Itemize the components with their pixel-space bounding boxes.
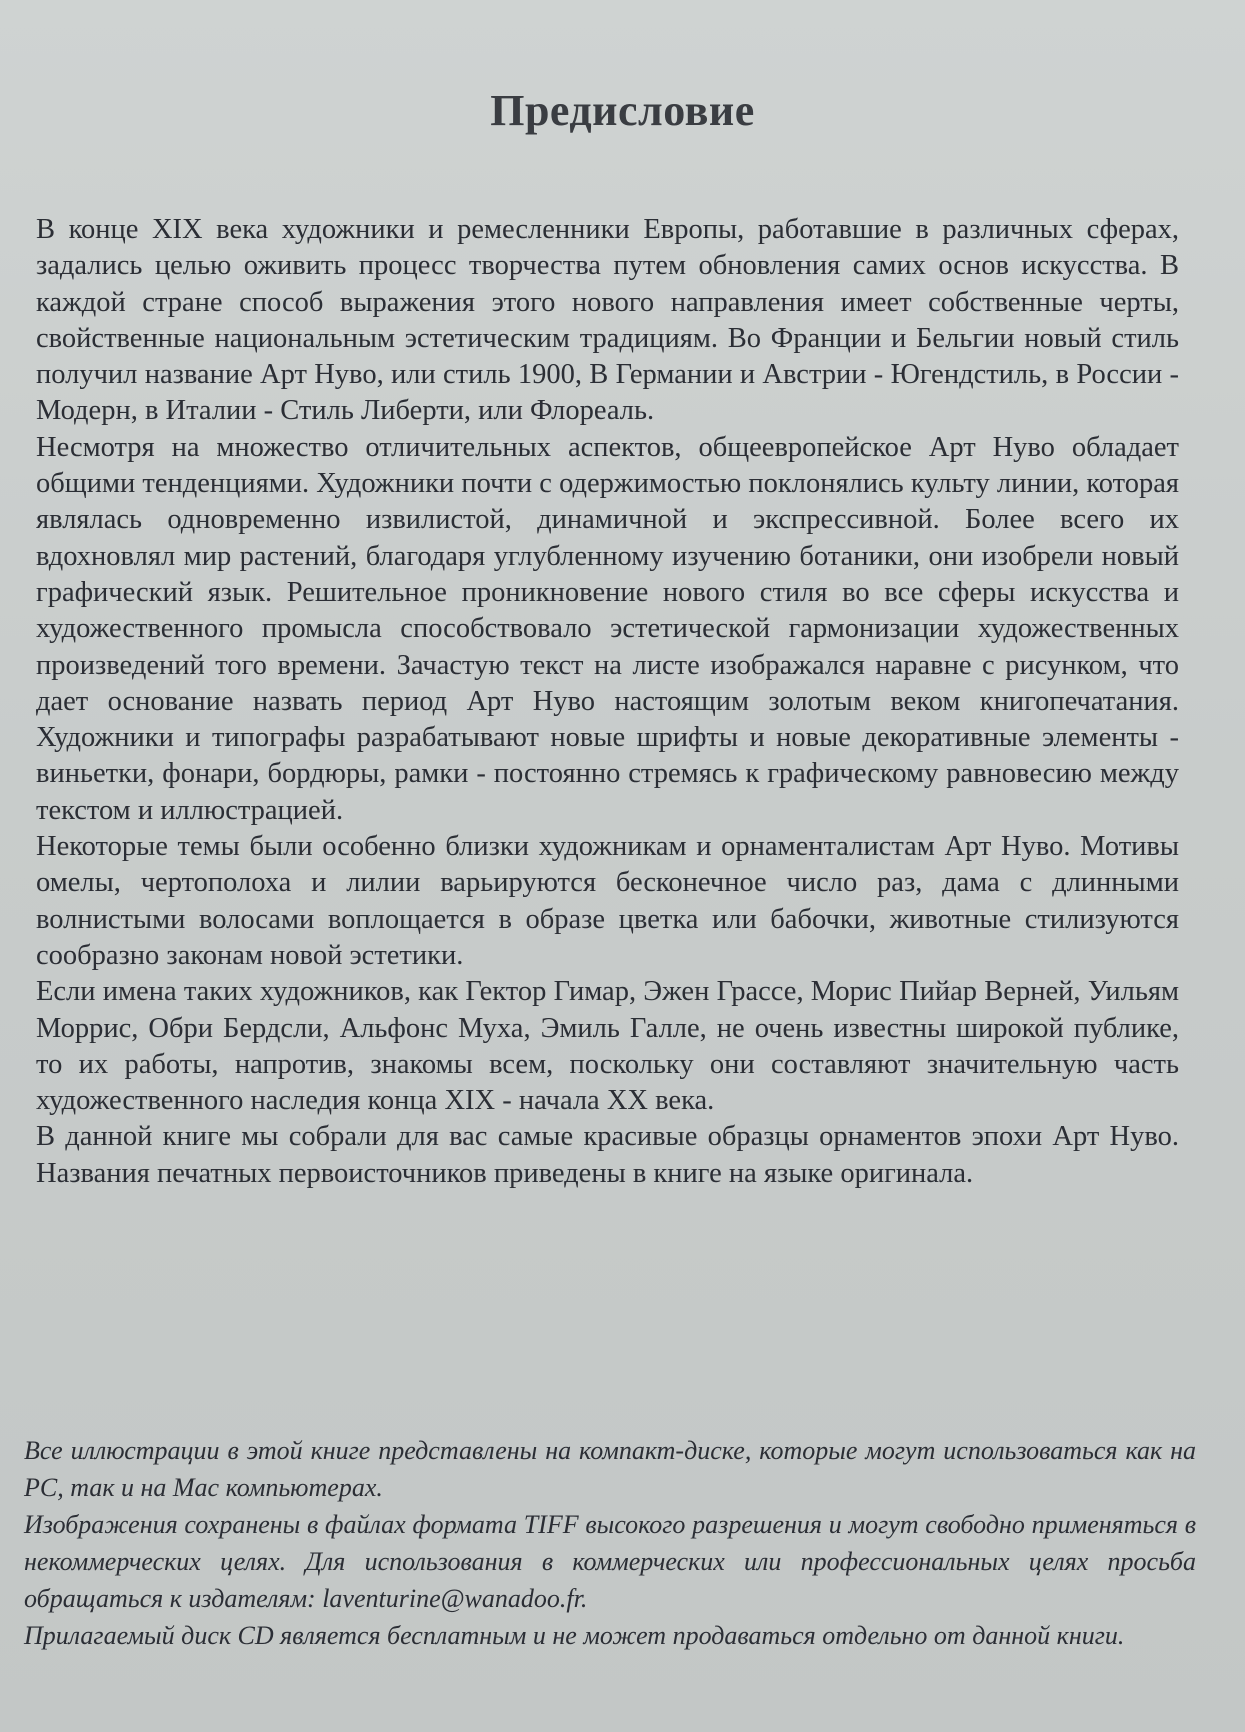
note-1: Все иллюстрации в этой книге представлены на компакт-диске, которые могут использоваться как на PC, так и на Mac компьютерах. [24,1436,1196,1502]
note-2: Изображения сохранены в файлах формата TIFF высокого разрешения и могут свободно применяться в некоммерческих целях. Для использования в коммерческих или профессиональных целях просьба обращаться к издателям: laventurine@wanadoo.fr. [24,1510,1196,1613]
paragraph-1: В конце XIX века художники и ремесленники Европы, работавшие в различных сферах, задались целью оживить процесс творчества путем обновления самих основ искусства. В каждой стране способ выражения этого нового направления имеет собственные черты, свойственные национальным эстетическим традициям. Во Франции и Бельгии новый стиль получил название Арт Нуво, или стиль 1900, В Германии и Австрии - Югендстиль, в России - Модерн, в Италии - Стиль Либерти, или Флореаль. [36,214,1179,427]
page-title: Предисловие [490,86,755,136]
preface-body [36,212,1179,1192]
paragraph-5: В данной книге мы собрали для вас самые красивые образцы орнаментов эпохи Арт Нуво. Названия печатных первоисточников приведены в книге на языке оригинала. [36,1121,1179,1189]
note-3: Прилагаемый диск CD является бесплатным и не может продаваться отдельно от данной книги. [24,1621,1125,1650]
paragraph-3: Некоторые темы были особенно близки художникам и орнаменталистам Арт Нуво. Мотивы омелы, чертополоха и лилии варьируются бесконечное число раз, дама с длинными волнистыми волосами воплощается в образе цветка или бабочки, животные стилизуются сообразно законам новой эстетики. [36,831,1179,971]
paragraph-4: Если имена таких художников, как Гектор Гимар, Эжен Грассе, Морис Пийар Верней, Уильям Моррис, Обри Бердсли, Альфонс Муха, Эмиль Галле, не очень известны широкой публике, то их работы, напротив, знакомы всем, поскольку они составляют значительную часть художественного наследия конца XIX - начала XX века. [36,976,1179,1117]
cd-notes [24,1432,1196,1654]
paragraph-2: Несмотря на множество отличительных аспектов, общеевропейское Арт Нуво обладает общими тенденциями. Художники почти с одержимостью поклонялись культу линии, которая являлась одновременно извилистой, динамичной и экспрессивной. Более всего их вдохновлял мир растений, благодаря углубленному изучению ботаники, они изобрели новый графический язык. Решительное проникновение нового стиля во все сферы искусства и художественного промысла способствовало эстетической гармонизации художественных произведений того времени. Зачастую текст на листе изображался наравне с рисунком, что дает основание назвать период Арт Нуво настоящим золотым веком книгопечатания. Художники и типографы разрабатывают новые шрифты и новые декоративные элементы - виньетки, фонари, бордюры, рамки - постоянно стремясь к графическому равновесию между текстом и иллюстрацией. [36,431,1179,826]
